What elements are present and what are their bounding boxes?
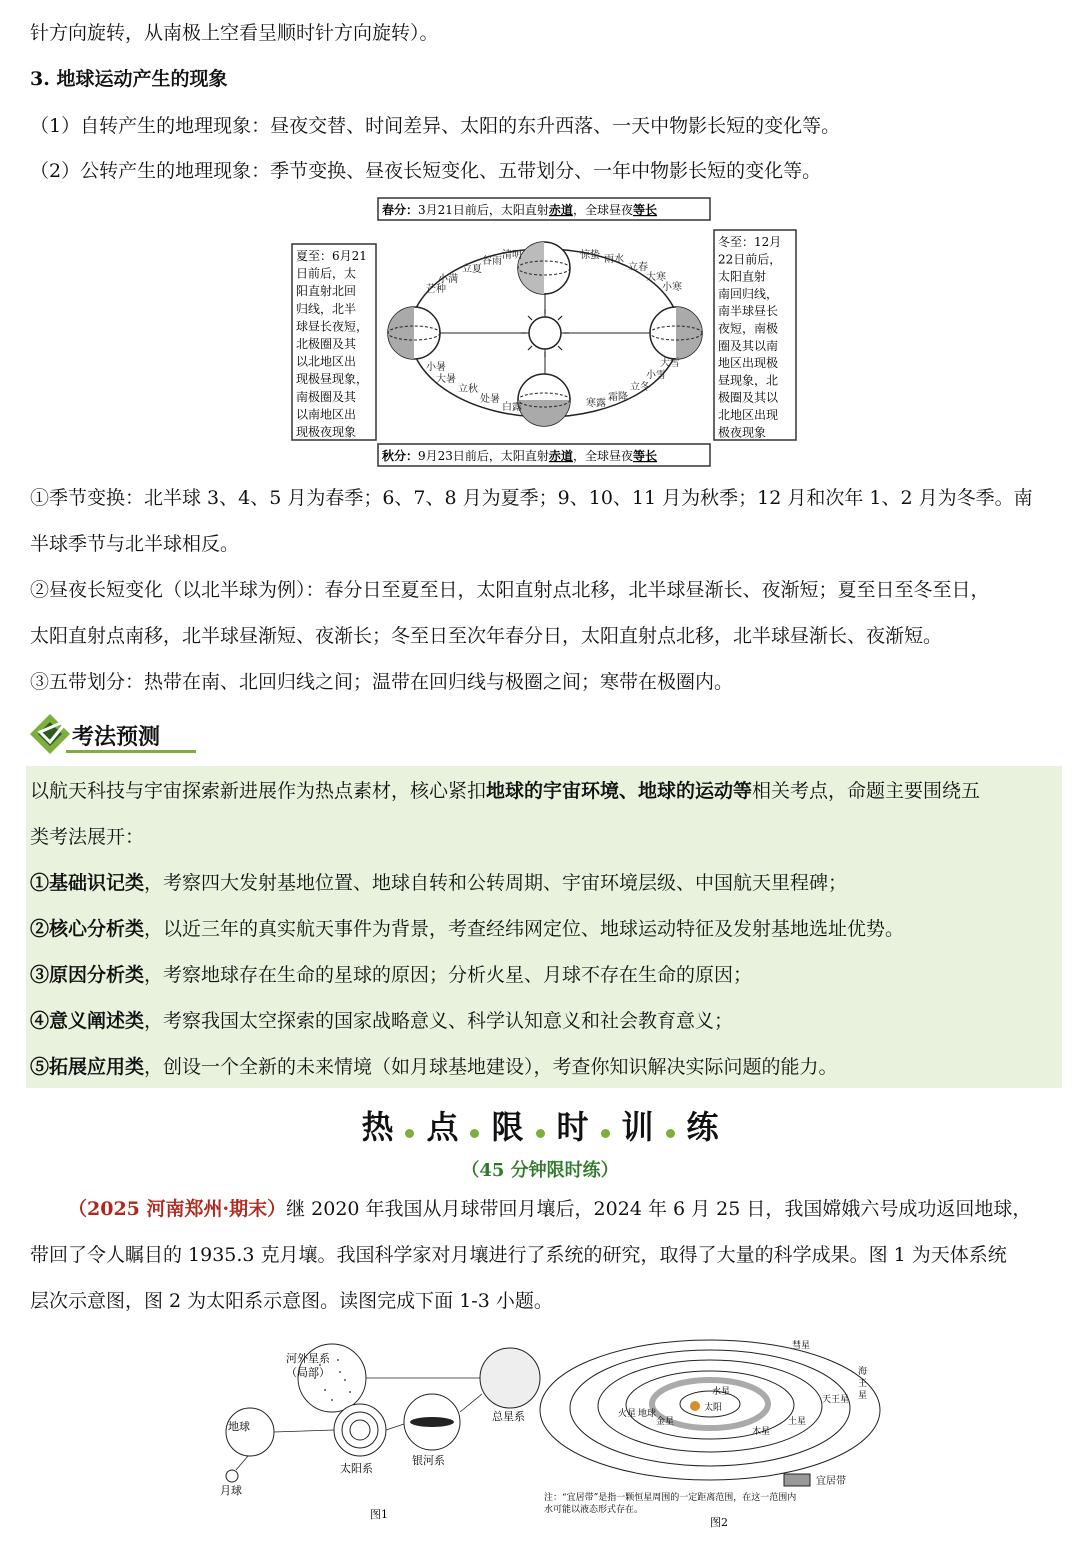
winter-solstice-line: 极圈及其以	[718, 390, 779, 405]
winter-solstice-line: 昼现象，北	[718, 373, 779, 388]
title-char: 点	[426, 1108, 459, 1146]
winter-solstice-line: 22日前后，	[718, 252, 782, 267]
habitable-zone-swatch	[784, 1474, 810, 1486]
solar-term-label: 大寒	[646, 272, 666, 283]
winter-solstice-line: 极夜现象	[718, 425, 767, 440]
title-dot	[601, 1129, 610, 1138]
title-dot	[405, 1129, 414, 1138]
winter-solstice-line: 地区出现极	[718, 356, 779, 371]
label-mars: 火星	[618, 1409, 637, 1419]
solar-term-label: 霜降	[608, 392, 628, 403]
solar-term-label: 小寒	[662, 282, 682, 293]
label-earth-fig2: 地球	[638, 1409, 657, 1419]
earth-spring-icon	[518, 242, 570, 294]
label-milky-way: 银河系	[412, 1454, 445, 1467]
title-char: 时	[556, 1108, 589, 1146]
earth-winter-icon	[650, 307, 702, 359]
label-saturn: 土星	[788, 1417, 807, 1427]
summer-solstice-line: 以北地区出	[296, 354, 357, 369]
label-solar-system: 太阳系	[340, 1462, 373, 1475]
title-char: 热	[361, 1108, 394, 1146]
winter-solstice-line: 南半球昼长	[718, 304, 779, 319]
continuation-line: 针方向旋转，从南极上空看呈顺时针方向旋转）。	[30, 22, 439, 44]
earth-orbit-diagram	[290, 196, 800, 468]
prediction-box	[26, 766, 1062, 1088]
title-char: 练	[686, 1108, 719, 1146]
question-line-2: 带回了令人瞩目的 1935.3 克月壤。我国科学家对月壤进行了系统的研究，取得了大量的科学成果。图 1 为天体系统	[30, 1244, 1007, 1266]
sun-fig2-icon	[690, 1401, 700, 1411]
winter-solstice-line: 南回归线，	[718, 286, 779, 301]
prediction-item-3: ③原因分析类，考察地球存在生命的星球的原因；分析火星、月球不存在生命的原因；	[30, 964, 753, 986]
solar-term-label: 惊蛰	[580, 250, 600, 261]
prediction-intro-2: 类考法展开：	[30, 826, 145, 848]
summer-solstice-line: 现极昼现象，	[296, 372, 369, 387]
revolution-phenomena: （2）公转产生的地理现象：季节变换、昼夜长短变化、五带划分、一年中物影长短的变化等。	[30, 160, 822, 182]
label-comet: 彗星	[792, 1341, 811, 1351]
winter-solstice-line: 冬至：12月	[718, 235, 782, 249]
label-earth: 地球	[228, 1420, 250, 1433]
title-dot	[666, 1129, 675, 1138]
milky-way-disc	[410, 1417, 454, 1427]
figure1-celestial-systems	[220, 1330, 550, 1530]
spring-equinox-caption: 春分：3月21日前后，太阳直射赤道，全球昼夜等长	[382, 203, 657, 217]
title-dot	[536, 1129, 545, 1138]
solar-term-label: 芒种	[426, 284, 446, 295]
autumn-equinox-caption: 秋分：9月23日前后，太阳直射赤道，全球昼夜等长	[382, 449, 657, 463]
solar-term-label: 立春	[628, 262, 648, 273]
label-sun: 太阳	[704, 1403, 723, 1413]
label-jupiter: 木星	[752, 1427, 771, 1437]
prediction-item-1: ①基础识记类，考察四大发射基地位置、地球自转和公转周期、宇宙环境层级、中国航天里程碑；	[30, 872, 848, 894]
label-extragalactic: 河外星系	[286, 1352, 330, 1365]
summer-solstice-line: 以南地区出	[296, 407, 357, 422]
solar-term-label: 大暑	[436, 374, 456, 385]
label-mercury: 水星	[712, 1387, 731, 1397]
solar-term-label: 小暑	[426, 362, 446, 373]
label-uranus: 天王星	[822, 1395, 850, 1405]
figure1-caption: 图1	[370, 1508, 388, 1521]
summer-solstice-line: 阳直射北回	[296, 284, 357, 299]
label-neptune-2: 王	[858, 1379, 868, 1389]
prediction-heading-text: 考法预测	[72, 725, 161, 750]
winter-solstice-line: 北地区出现	[718, 408, 779, 422]
solar-term-label: 立冬	[630, 382, 650, 393]
question-line-1: （2025 河南郑州·期末）继 2020 年我国从月球带回月壤后，2024 年 6 月 25 日，我国嫦娥六号成功返回地球，	[68, 1198, 1032, 1220]
earth-summer-icon	[388, 307, 440, 359]
solar-term-label: 立秋	[458, 384, 478, 395]
solar-term-label: 处暑	[480, 394, 500, 405]
training-subtitle: （45 分钟限时练）	[461, 1160, 619, 1181]
prediction-item-4: ④意义阐述类，考察我国太空探索的国家战略意义、科学认知意义和社会教育意义；	[30, 1010, 734, 1032]
rotation-phenomena: （1）自转产生的地理现象：昼夜交替、时间差异、太阳的东升西落、一天中物影长短的变化等。	[30, 115, 841, 137]
title-dot	[470, 1129, 479, 1138]
title-char: 限	[491, 1108, 524, 1146]
training-title	[0, 1102, 1080, 1148]
habitable-zone-legend: 宜居带	[816, 1476, 846, 1487]
summer-solstice-line: 南极圈及其	[296, 389, 357, 404]
label-moon: 月球	[220, 1484, 242, 1497]
daylength-line-1: ②昼夜长短变化（以北半球为例）：春分日至夏至日，太阳直射点北移，北半球昼渐长、夜渐短；夏至日至冬至日，	[30, 579, 990, 601]
title-char: 训	[621, 1108, 654, 1146]
solar-term-label: 雨水	[604, 254, 624, 265]
summer-solstice-line: 夏至：6月21	[296, 249, 367, 263]
winter-solstice-line: 圈及其以南	[718, 338, 779, 353]
label-venus: 金星	[656, 1417, 675, 1427]
figure2-note-1: 注：“宜居带”是指一颗恒星周围的一定距离范围，在这一范围内	[544, 1493, 797, 1503]
five-zones-line: ③五带划分：热带在南、北回归线之间；温带在回归线与极圈之间；寒带在极圈内。	[30, 671, 734, 693]
heading-underline	[66, 750, 196, 753]
solar-term-label: 立夏	[462, 264, 482, 275]
label-partial: （局部）	[286, 1366, 330, 1379]
prediction-item-5: ⑤拓展应用类，创设一个全新的未来情境（如月球基地建设），考查你知识解决实际问题的能力。	[30, 1056, 838, 1078]
summer-solstice-line: 北极圈及其	[296, 337, 357, 351]
winter-solstice-line: 夜短，南极	[718, 321, 779, 336]
prediction-intro-1: 以航天科技与宇宙探索新进展作为热点素材，核心紧扣地球的宇宙环境、地球的运动等相关考点，命题主要围绕五	[30, 780, 981, 802]
summer-solstice-line: 归线，北半	[296, 301, 357, 316]
season-change-line-1: ①季节变换：北半球 3、4、5 月为春季；6、7、8 月为夏季；9、10、11 月为秋季；12 月和次年 1、2 月为冬季。南	[30, 487, 1033, 509]
solar-term-label: 小满	[438, 274, 458, 285]
prediction-item-2: ②核心分析类，以近三年的真实航天事件为背景，考查经纬网定位、地球运动特征及发射基地选址优势。	[30, 918, 905, 940]
solar-term-label: 谷雨	[482, 256, 502, 267]
solar-term-label: 大雪	[660, 358, 680, 369]
earth-autumn-icon	[518, 374, 570, 426]
question-line-3: 层次示意图，图 2 为太阳系示意图。读图完成下面 1-3 小题。	[30, 1290, 553, 1312]
season-change-line-2: 半球季节与北半球相反。	[30, 533, 240, 555]
section3-title: 3. 地球运动产生的现象	[30, 68, 228, 90]
daylength-line-2: 太阳直射点南移，北半球昼渐短、夜渐长；冬至日至次年春分日，太阳直射点北移，北半球昼渐长、夜渐短。	[30, 625, 943, 647]
figure2-caption: 图2	[710, 1516, 728, 1529]
moon-icon	[226, 1470, 238, 1482]
solar-term-label: 白露	[502, 402, 522, 413]
label-universe: 总星系	[492, 1410, 525, 1423]
figure2-note-2: 水可能以液态形式存在。	[544, 1505, 644, 1515]
label-neptune-3: 星	[858, 1391, 868, 1401]
solar-term-label: 小雪	[646, 370, 666, 381]
summer-solstice-line: 现极夜现象	[296, 425, 357, 439]
summer-solstice-line: 球昼长夜短，	[296, 319, 369, 334]
winter-solstice-line: 太阳直射	[718, 269, 767, 284]
prediction-heading	[28, 712, 228, 758]
figure2-solar-system	[530, 1330, 890, 1530]
label-neptune-1: 海	[858, 1367, 868, 1377]
solar-term-label: 寒露	[586, 398, 606, 409]
summer-solstice-line: 日前后，太	[296, 266, 357, 281]
solar-term-label: 清明	[502, 250, 522, 261]
